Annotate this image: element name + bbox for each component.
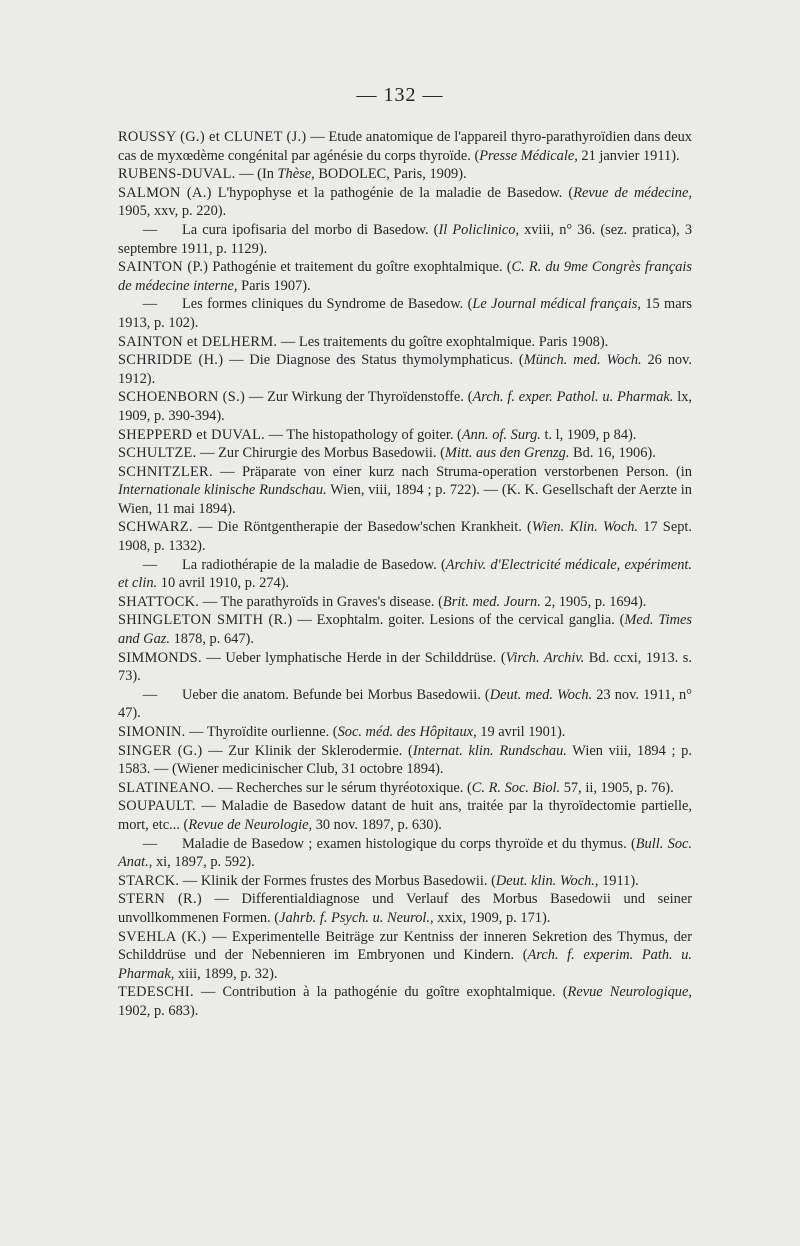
reference-details: , BODOLEC, Paris, 1909).: [311, 166, 467, 183]
reference-title: — Präparate von einer kurz nach Struma-operation verstorbenen Person. (in: [212, 463, 692, 480]
reference-details: 1878, p. 647).: [169, 631, 254, 648]
reference-author: SIMONIN.: [118, 724, 186, 740]
reference-entry: [118, 890, 692, 927]
reference-author: TEDESCHI.: [118, 984, 194, 1001]
reference-source: Archiv. d'Electricité médicale, expériment. et clin.: [118, 556, 692, 592]
reference-details: , 1902, p. 683).: [118, 984, 692, 1019]
reference-author: SOUPAULT.: [118, 798, 196, 815]
reference-entry: [118, 351, 692, 388]
reference-source: Bull. Soc. Anat.: [118, 835, 692, 871]
reference-details: 26 nov. 1912).: [118, 352, 692, 387]
reference-title: — Zur Klinik der Sklerodermie. (: [202, 742, 413, 759]
ditto-dash: —: [142, 556, 158, 573]
reference-details: Wien viii, 1894 ; p. 1583. — (Wiener medicinischer Club, 31 octobre 1894).: [118, 742, 692, 778]
reference-title: — Recherches sur le sérum thyréotoxique. (: [214, 779, 472, 796]
reference-details: Bd. 16, 1906).: [569, 445, 656, 462]
reference-author: SLATINEANO.: [118, 779, 215, 796]
reference-details: , xi, 1897, p. 592).: [148, 854, 255, 871]
reference-details: , xviii, n° 36. (sez. pratica), 3 septembre 1911, p. 1129).: [118, 221, 693, 257]
reference-title: — (In: [235, 166, 278, 183]
reference-source: Revue de médecine: [573, 184, 689, 201]
reference-entry: [118, 333, 692, 352]
reference-author: SIMMONDS.: [118, 649, 202, 666]
reference-entry: [118, 686, 692, 723]
reference-author: STARCK.: [118, 872, 180, 889]
reference-details: 10 avril 1910, p. 274).: [157, 575, 290, 592]
reference-entry: [118, 593, 692, 612]
reference-title: Ueber die anatom. Befunde bei Morbus Basedowii. (: [182, 686, 490, 703]
reference-source: Revue Neurologique: [567, 984, 689, 1001]
reference-entry: [118, 165, 692, 184]
reference-source: Le Journal médical français: [472, 296, 638, 313]
reference-title: — Experimentelle Beiträge zur Kentniss der inneren Sekretion des Thymus, der Schilddrüse und der Nebennieren im Embryonen und Kindern. (: [118, 928, 692, 964]
reference-source: Presse Médicale: [479, 147, 575, 164]
reference-entry: [118, 128, 692, 165]
reference-author: SVEHLA (K.): [118, 928, 207, 945]
ditto-dash: —: [142, 835, 158, 852]
reference-title: — Die Röntgentherapie der Basedow'schen Krankheit. (: [192, 519, 532, 536]
reference-entry: [118, 295, 692, 332]
reference-title: — Differentialdiagnose und Verlauf des Morbus Basedowii und seiner unvollkommenen Formen. (: [118, 891, 692, 926]
reference-details: 57, ii, 1905, p. 76).: [560, 779, 674, 796]
reference-title: — Thyroïdite ourlienne. (: [185, 724, 338, 740]
reference-entry: [118, 928, 692, 984]
reference-details: , 1911).: [594, 872, 639, 889]
reference-source: Revue de Neurologie: [188, 816, 309, 833]
reference-title: — Ueber lymphatische Herde in der Schilddrüse. (: [201, 649, 506, 666]
reference-details: , 21 janvier 1911).: [574, 147, 680, 164]
reference-source: Il Policlinico: [438, 221, 516, 238]
reference-source: Virch. Archiv.: [505, 649, 585, 666]
reference-details: t. l, 1909, p 84).: [540, 426, 637, 443]
reference-entry: [118, 742, 692, 779]
reference-source: Jahrb. f. Psych. u. Neurol.: [279, 909, 431, 926]
reference-entry: [118, 723, 692, 742]
reference-source: Arch. f. experim. Path. u. Pharmak: [118, 947, 692, 982]
reference-title: — Zur Wirkung der Thyroïdenstoffe. (: [245, 389, 473, 406]
reference-entry: [118, 611, 692, 648]
reference-author: SCHNITZLER.: [118, 463, 213, 480]
reference-entry: [118, 872, 692, 891]
reference-title: — Klinik der Formes frustes des Morbus Basedowii. (: [179, 872, 496, 889]
reference-source: Wien. Klin. Woch.: [531, 519, 639, 536]
reference-author: SAINTON et DELHERM.: [118, 333, 278, 350]
reference-author: SALMON (A.): [118, 184, 212, 201]
reference-entry: [118, 258, 692, 295]
reference-author: SCHRIDDE (H.): [118, 352, 224, 369]
reference-source: Brit. med. Journ.: [442, 593, 541, 610]
reference-title: — Les traitements du goître exophtalmique. Paris 1908).: [277, 333, 609, 350]
reference-source: Internat. klin. Rundschau.: [412, 742, 567, 759]
reference-author: SHEPPERD et DUVAL.: [118, 426, 266, 443]
reference-source: C. R. du 9me Congrès français de médecine interne: [118, 259, 692, 294]
reference-author: SCHULTZE.: [118, 445, 197, 462]
reference-title: La cura ipofisaria del morbo di Basedow. (: [182, 221, 439, 238]
reference-title: Maladie de Basedow ; examen histologique du corps thyroïde et du thymus. (: [182, 835, 636, 852]
reference-details: lx, 1909, p. 390-394).: [118, 389, 693, 424]
reference-author: SAINTON (P.): [118, 259, 209, 276]
reference-source: Deut. klin. Woch.: [495, 872, 595, 889]
reference-source: Mitt. aus den Grenzg.: [444, 445, 570, 462]
reference-entry: [118, 463, 692, 519]
reference-title: — Die Diagnose des Status thymolymphaticus. (: [223, 352, 524, 369]
reference-details: , 1905, xxv, p. 220).: [118, 184, 692, 220]
reference-source: Med. Times and Gaz.: [118, 612, 692, 648]
reference-details: Bd. ccxi, 1913. s. 73).: [118, 649, 692, 685]
reference-author: SHATTOCK.: [118, 593, 200, 610]
reference-author: SINGER (G.): [118, 742, 203, 759]
reference-details: , Paris 1907).: [233, 277, 311, 294]
reference-details: 2, 1905, p. 1694).: [540, 593, 647, 610]
reference-source: Thèse: [277, 166, 312, 183]
reference-details: , xiii, 1899, p. 32).: [170, 965, 278, 982]
reference-entry: [118, 779, 692, 798]
reference-title: L'hypophyse et la pathogénie de la maladie de Basedow. (: [211, 184, 574, 201]
reference-entry: [118, 518, 692, 555]
reference-details: 17 Sept. 1908, p. 1332).: [118, 519, 692, 555]
reference-title: Les formes cliniques du Syndrome de Basedow. (: [182, 296, 473, 313]
reference-source: Internationale klinische Rundschau.: [118, 482, 327, 499]
reference-details: , 19 avril 1901).: [473, 724, 566, 740]
reference-entry: [118, 444, 692, 463]
reference-source: C. R. Soc. Biol.: [471, 779, 561, 796]
reference-entry: [118, 983, 692, 1020]
page-number: — 132 —: [356, 84, 444, 106]
ditto-dash: —: [142, 686, 158, 703]
reference-author: STERN (R.): [118, 891, 202, 908]
reference-details: , 30 nov. 1897, p. 630).: [308, 816, 442, 833]
reference-author: RUBENS-DUVAL.: [118, 166, 236, 183]
reference-details: Wien, viii, 1894 ; p. 722). — (K. K. Gesellschaft der Aerzte in Wien, 11 mai 1894).: [118, 482, 692, 517]
reference-source: Münch. med. Woch.: [523, 352, 642, 369]
reference-title: — The histopathology of goiter. (: [265, 426, 462, 443]
reference-details: , 15 mars 1913, p. 102).: [118, 296, 692, 331]
reference-author: SCHWARZ.: [118, 519, 193, 536]
reference-source: Arch. f. exper. Pathol. u. Pharmak.: [472, 389, 674, 406]
reference-entry: [118, 184, 692, 221]
reference-title: — Etude anatomique de l'appareil thyro-parathyroïdien dans deux cas de myxœdème congénital par agénésie du corps thyroïde. (: [118, 129, 692, 164]
reference-details: 23 nov. 1911, n° 47).: [118, 686, 692, 722]
reference-details: , xxix, 1909, p. 171).: [430, 909, 551, 926]
reference-title: — Zur Chirurgie des Morbus Basedowii. (: [196, 445, 445, 462]
reference-source: Soc. méd. des Hôpitaux: [337, 724, 474, 740]
reference-author: ROUSSY (G.) et CLUNET (J.): [118, 129, 307, 145]
reference-entry: [118, 388, 692, 425]
reference-entry: [118, 835, 692, 872]
reference-source: Ann. of. Surg.: [461, 426, 541, 443]
ditto-dash: —: [142, 296, 158, 313]
reference-author: SHINGLETON SMITH (R.): [118, 612, 293, 629]
reference-author: SCHOENBORN (S.): [118, 389, 246, 406]
reference-title: Pathogénie et traitement du goître exophtalmique. (: [208, 259, 512, 276]
ditto-dash: —: [142, 221, 158, 238]
reference-title: La radiothérapie de la maladie de Basedow. (: [182, 556, 446, 573]
reference-entry: [118, 221, 692, 258]
reference-list: [118, 128, 692, 1021]
reference-entry: [118, 797, 692, 834]
reference-source: Deut. med. Woch.: [489, 686, 593, 703]
reference-entry: [118, 556, 692, 593]
reference-title: — Maladie de Basedow datant de huit ans, traitée par la thyroïdectomie partielle, mort, etc... (: [118, 798, 692, 833]
reference-entry: [118, 426, 692, 445]
reference-title: — Exophtalm. goiter. Lesions of the cervical ganglia. (: [292, 612, 625, 629]
reference-title: — Contribution à la pathogénie du goître exophtalmique. (: [193, 984, 568, 1001]
reference-entry: [118, 649, 692, 686]
reference-title: — The parathyroïds in Graves's disease. (: [199, 593, 443, 610]
